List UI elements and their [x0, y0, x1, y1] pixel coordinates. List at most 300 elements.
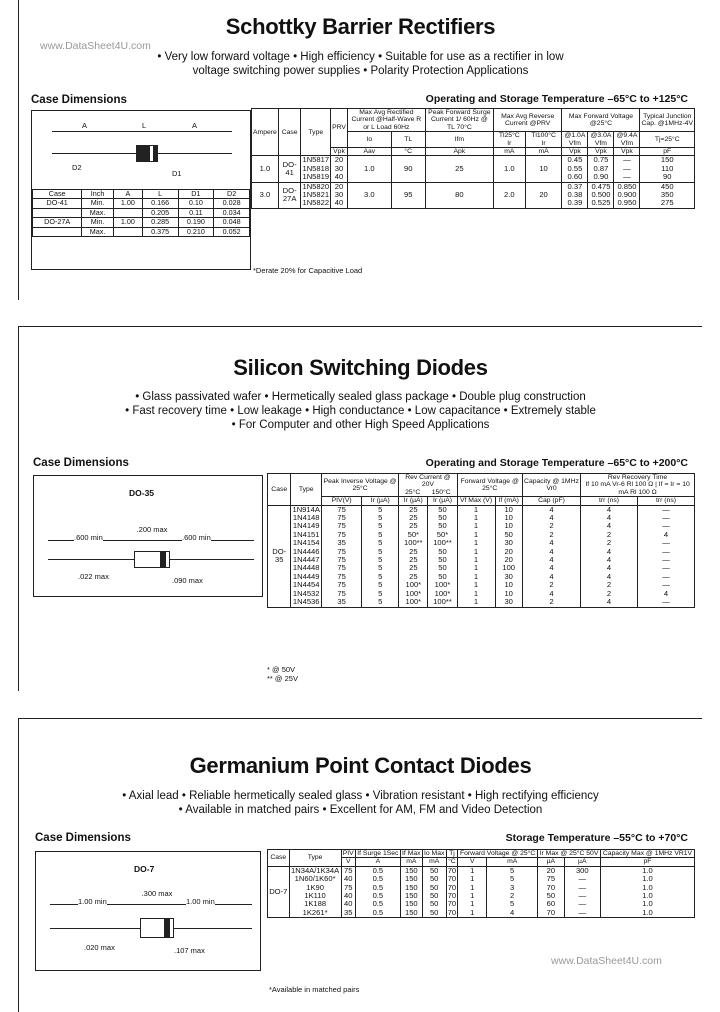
c-vf2 — [588, 132, 614, 148]
list-item: 4 — [549, 588, 554, 598]
schottky-features-1: • Very low forward voltage • High efficiency • Suitable for use as a rectifier in low — [157, 51, 564, 63]
list-item: 5 — [510, 865, 515, 875]
list-item: 5 — [378, 571, 383, 581]
list-item: 0.850 — [617, 181, 637, 191]
dim-cell: Max. — [82, 227, 114, 236]
list-item: 75 — [337, 513, 346, 523]
silicon-dim-bdia: .090 max — [172, 576, 203, 585]
list-item: 1N4536 — [292, 597, 320, 607]
list-item: 1.0 — [642, 907, 653, 917]
list-item: 100* — [405, 588, 422, 598]
list-item: 0.900 — [617, 190, 637, 200]
list-item: 4 — [663, 529, 669, 539]
list-item: 350 — [660, 190, 674, 200]
cell-ifsm: 80 — [425, 182, 493, 208]
list-item: 1 — [470, 865, 475, 875]
list-item: 1 — [473, 588, 479, 598]
list-item: 1N914A — [292, 504, 320, 514]
dim-cell: 0.375 — [142, 227, 178, 236]
silicon-panel — [18, 326, 702, 691]
list-item: 1N5818 — [302, 163, 330, 173]
silicon-lead-left — [48, 559, 134, 560]
list-item: 50 — [438, 571, 447, 581]
list-item: 10 — [504, 580, 513, 590]
silicon-package-label: DO-35 — [129, 488, 155, 498]
list-item: 0.37 — [567, 181, 583, 191]
u-io: Aav — [347, 148, 391, 156]
h-type: Type — [289, 850, 341, 867]
list-item: 1.0 — [642, 891, 653, 901]
h-io: Io Max — [423, 850, 445, 857]
list-item: 4 — [606, 504, 612, 514]
schottky-dimension-box — [31, 110, 251, 270]
dim-cell: 0.205 — [142, 208, 178, 217]
dim-cell: DO-27A — [33, 218, 82, 227]
list-item: 50 — [546, 891, 556, 901]
h-ifsm: Peak Forward Surge Current 1/ 60Hz @ TL 70°C — [425, 109, 493, 132]
list-item: 0.525 — [591, 198, 611, 208]
list-item: 50* — [407, 529, 420, 539]
cell-vf2 — [588, 156, 614, 182]
list-item: 1 — [470, 899, 475, 909]
list-item: — — [578, 891, 587, 901]
ge-cap — [600, 866, 694, 917]
dim-cell: 1.00 — [113, 199, 142, 208]
schottky-body — [252, 156, 695, 208]
list-item: 50 — [438, 563, 447, 573]
u-ir1: Ir (µA) — [399, 497, 428, 505]
schottky-spec-table — [251, 108, 695, 209]
silicon-dimension-box — [33, 475, 263, 597]
list-item: 75 — [337, 563, 346, 573]
c-ir2-cond: Tl100°C — [531, 132, 556, 140]
list-item: 3 — [510, 882, 515, 892]
dim-cell: 0.166 — [142, 199, 178, 208]
u-prv: Vpk — [331, 148, 348, 156]
list-item: 70 — [447, 907, 457, 917]
cell-io: 3.0 — [347, 182, 391, 208]
germanium-header-row — [268, 850, 695, 858]
h-piv: PIV — [342, 850, 354, 857]
cell-vf2 — [588, 182, 614, 208]
list-item: 75 — [337, 521, 346, 531]
list-item: 70 — [447, 874, 457, 884]
u-vf: V — [458, 858, 487, 866]
h-type: Type — [301, 109, 331, 156]
list-item: 20 — [334, 181, 344, 191]
si-ir1 — [399, 505, 428, 607]
schottky-features-2: voltage switching power supplies • Polarity Protection Applications — [192, 65, 529, 77]
h-case: Case — [268, 850, 290, 867]
u-tl: °C — [391, 148, 425, 156]
u-trr2: trr (ns) — [638, 497, 695, 505]
ge-case: DO-7 — [268, 866, 290, 917]
dim-cell: 0.285 — [142, 218, 178, 227]
list-item: 150 — [660, 155, 674, 165]
list-item: 30 — [504, 538, 513, 548]
list-item: 0.5 — [372, 882, 384, 892]
list-item: 4 — [549, 555, 554, 565]
germanium-title: Germanium Point Contact Diodes — [189, 753, 532, 778]
list-item: 100** — [433, 597, 452, 607]
list-item: 1K261* — [302, 907, 328, 917]
list-item: 1N4447 — [292, 555, 320, 565]
list-item: 4 — [606, 597, 612, 607]
list-item: 1N5822 — [302, 198, 330, 208]
list-item: 5 — [378, 597, 383, 607]
silicon-lead-right — [170, 559, 254, 560]
list-item: 1 — [473, 513, 479, 523]
list-item: — — [578, 907, 587, 917]
list-item: — — [623, 163, 631, 173]
c-vf3-cond: @9.4A — [616, 132, 638, 140]
schottky-dim-a-left: A — [82, 121, 88, 130]
si-if — [495, 505, 522, 607]
h-ir2: 150°C — [431, 488, 451, 496]
list-item: 50 — [438, 504, 447, 514]
list-item: 5 — [378, 513, 383, 523]
h-ir: Ir Max @ 25°C 50V — [538, 850, 601, 858]
u-ir1: mA — [493, 148, 525, 156]
list-item: 5 — [378, 555, 383, 565]
h-vf: Forward Voltage @ 25°C — [458, 850, 538, 858]
cell-tl: 90 — [391, 156, 425, 182]
list-item: 50 — [429, 907, 439, 917]
silicon-note-2: ** @ 25V — [267, 674, 298, 683]
germanium-temperature-label: Storage Temperature –55°C to +70°C — [505, 832, 688, 844]
s-vf3: Vfm — [620, 139, 634, 147]
list-item: 25 — [409, 504, 418, 514]
list-item: 50 — [429, 874, 439, 884]
cell-types — [301, 182, 331, 208]
cell-tl: 95 — [391, 182, 425, 208]
u-vf2: Vpk — [588, 148, 614, 156]
germanium-dim-lead2: 1.00 min — [186, 897, 215, 906]
germanium-lead-right — [174, 928, 252, 929]
list-item: 20 — [504, 555, 513, 565]
ge-ifm — [400, 866, 422, 917]
silicon-spec-table — [267, 473, 695, 608]
s-io: Io — [347, 132, 391, 148]
germanium-data-row — [268, 866, 695, 917]
table-row — [33, 199, 250, 208]
u-ir: µA — [538, 858, 565, 866]
cell-ir1: 2.0 — [493, 182, 525, 208]
list-item: — — [623, 155, 631, 165]
h-trr: Rev Recovery Time If 10 mA Vr-6 Rl 100 Ω | If = Ir = 10 mA Rl 100 Ω — [581, 474, 695, 497]
list-item: 1N4154 — [292, 538, 320, 548]
ge-piv — [341, 866, 355, 917]
h-trr1: If 10 mA Vr-6 Rl 100 Ω — [585, 481, 654, 489]
list-item: 1.0 — [642, 865, 653, 875]
cell-vf3 — [614, 156, 640, 182]
list-item: 0.475 — [591, 181, 611, 191]
schottky-dim-a-right: A — [192, 121, 198, 130]
list-item: 100* — [405, 597, 422, 607]
list-item: — — [662, 563, 670, 573]
ge-vf — [458, 866, 487, 917]
list-item: 100* — [405, 580, 422, 590]
list-item: 1 — [473, 597, 479, 607]
list-item: 0.60 — [567, 172, 583, 182]
schottky-lead-left — [52, 153, 136, 154]
list-item: 150 — [404, 891, 418, 901]
list-item: 10 — [504, 521, 513, 531]
si-piv — [321, 505, 361, 607]
germanium-diode-band — [164, 918, 170, 938]
list-item: 1K188 — [304, 899, 327, 909]
list-item: — — [578, 874, 587, 884]
list-item: 20 — [504, 546, 513, 556]
list-item: 2 — [549, 597, 554, 607]
list-item: 1 — [473, 555, 479, 565]
list-item: 4 — [606, 571, 612, 581]
list-item: 1N4532 — [292, 588, 320, 598]
list-item: 25 — [409, 521, 418, 531]
h-trr-text: Rev Recovery Time — [607, 474, 668, 481]
list-item: 4 — [606, 521, 612, 531]
list-item: 20 — [546, 865, 556, 875]
silicon-features-3: • For Computer and other High Speed Applications — [231, 419, 490, 431]
list-item: 1 — [473, 580, 479, 590]
list-item: 75 — [337, 546, 346, 556]
u-cap: pF — [600, 858, 694, 866]
list-item: — — [662, 580, 670, 590]
schottky-dimension-table — [32, 189, 250, 237]
list-item: 1 — [470, 874, 475, 884]
list-item: 1 — [470, 907, 475, 917]
h-ir1: 25°C — [405, 488, 421, 496]
list-item: 5 — [378, 538, 383, 548]
list-item: 4 — [549, 571, 554, 581]
list-item: 0.500 — [591, 190, 611, 200]
c-ir2 — [525, 132, 562, 148]
list-item: 275 — [660, 198, 674, 208]
u-ifsm: Apk — [425, 148, 493, 156]
ge-vfi — [487, 866, 538, 917]
list-item: 75 — [344, 865, 353, 875]
list-item: 1 — [473, 529, 479, 539]
list-item: 40 — [344, 874, 353, 884]
si-types — [291, 505, 321, 607]
list-item: 1N4449 — [292, 571, 320, 581]
list-item: 4 — [606, 555, 612, 565]
u-cap: Cap (pF) — [522, 497, 580, 505]
list-item: 70 — [447, 882, 457, 892]
silicon-dim-lead1: .600 min — [74, 533, 103, 542]
dim-h-d2: D2 — [214, 190, 250, 199]
schottky-panel — [18, 0, 702, 300]
list-item: 1N34A/1K34A — [291, 865, 340, 875]
ge-ir — [538, 866, 565, 917]
list-item: 30 — [504, 597, 513, 607]
s-tl: TL — [391, 132, 425, 148]
si-trr2 — [638, 505, 695, 607]
dim-cell: Min. — [82, 199, 114, 208]
list-item: 1 — [470, 882, 475, 892]
dim-h-case: Case — [33, 190, 82, 199]
list-item: 2 — [510, 891, 515, 901]
silicon-features-1: • Glass passivated wafer • Hermetically sealed glass package • Double plug construction — [135, 391, 586, 403]
list-item: 1N4148 — [292, 513, 320, 523]
dim-cell — [33, 227, 82, 236]
dim-cell: Min. — [82, 218, 114, 227]
cell-case: DO-27A — [278, 182, 301, 208]
list-item: 0.950 — [617, 198, 637, 208]
list-item: 1.0 — [642, 899, 653, 909]
si-ir25 — [362, 505, 399, 607]
list-item: 5 — [378, 546, 383, 556]
silicon-dim-lead2: .600 min — [182, 533, 211, 542]
list-item: 70 — [447, 891, 457, 901]
h-ir-text: Rev Current @ 20V — [405, 474, 451, 489]
germanium-note: *Available in matched pairs — [269, 985, 360, 994]
list-item: 1 — [473, 538, 479, 548]
list-item: — — [662, 546, 670, 556]
list-item: 2 — [549, 529, 554, 539]
list-item: 75 — [337, 555, 346, 565]
h-piv: Peak Inverse Voltage @ 25°C — [321, 474, 398, 497]
list-item: 50 — [504, 529, 513, 539]
u-tj: °C — [446, 858, 458, 866]
cell-vf1 — [562, 156, 588, 182]
list-item: 0.38 — [567, 190, 583, 200]
list-item: 30 — [334, 163, 344, 173]
list-item: 2 — [606, 538, 612, 548]
list-item: 4 — [549, 504, 554, 514]
list-item: 35 — [337, 597, 346, 607]
dim-h-inch: Inch — [82, 190, 114, 199]
watermark-top: www.DataSheet4U.com — [40, 40, 151, 52]
germanium-dim-dia: .020 max — [84, 943, 115, 952]
cell-ampere: 3.0 — [252, 182, 279, 208]
c-vf3 — [614, 132, 640, 148]
list-item: 30 — [334, 190, 344, 200]
list-item: 150 — [404, 882, 418, 892]
list-item: 4 — [510, 907, 515, 917]
list-item: 1N5819 — [302, 172, 330, 182]
list-item: 4 — [549, 546, 554, 556]
u-ir2: mA — [525, 148, 562, 156]
list-item: — — [662, 555, 670, 565]
list-item: 10 — [504, 588, 513, 598]
u-ir2: Ir (µA) — [428, 497, 457, 505]
dim-h-d1: D1 — [178, 190, 214, 199]
h-ir — [399, 474, 457, 497]
table-row — [33, 218, 250, 227]
dim-cell: 0.11 — [178, 208, 214, 217]
ge-irb — [564, 866, 600, 917]
germanium-spec-table — [267, 849, 695, 918]
cell-io: 1.0 — [347, 156, 391, 182]
list-item: 50 — [438, 513, 447, 523]
u-ir: Ir (µA) — [362, 497, 399, 505]
list-item: 2 — [606, 580, 612, 590]
dim-cell: 1.00 — [113, 218, 142, 227]
list-item: 5 — [378, 580, 383, 590]
list-item: 1 — [473, 563, 479, 573]
dim-cell: 0.052 — [214, 227, 250, 236]
s-ir2: Ir — [541, 139, 546, 147]
ge-tj — [446, 866, 458, 917]
germanium-package-label: DO-7 — [134, 864, 155, 874]
u-vf: Vf Max (V) — [457, 497, 495, 505]
list-item: 1N4446 — [292, 546, 320, 556]
list-item: 75 — [337, 504, 346, 514]
h-ifm: If Max — [402, 850, 421, 857]
silicon-dim-dia: .022 max — [78, 572, 109, 581]
list-item: 450 — [660, 181, 674, 191]
list-item: 110 — [661, 163, 674, 173]
list-item: 4 — [549, 563, 554, 573]
list-item: — — [578, 899, 587, 909]
cell-types — [301, 156, 331, 182]
silicon-note-1: * @ 50V — [267, 665, 296, 674]
cell-cap — [640, 156, 695, 182]
list-item: 1 — [470, 891, 475, 901]
u-io: mA — [422, 858, 446, 866]
s-ifsm: Ifm — [425, 132, 493, 148]
germanium-dimension-box — [35, 851, 261, 971]
list-item: — — [578, 882, 587, 892]
list-item: — — [662, 521, 670, 531]
silicon-case-dimensions-label: Case Dimensions — [33, 457, 129, 469]
cell-ampere: 1.0 — [252, 156, 279, 182]
u-if: If (mA) — [495, 497, 522, 505]
list-item: — — [662, 538, 670, 548]
list-item: 4 — [663, 588, 669, 598]
list-item: 5 — [378, 529, 383, 539]
list-item: 100* — [434, 580, 451, 590]
list-item: 4 — [606, 546, 612, 556]
s-ir1: Ir — [507, 139, 512, 147]
list-item: 75 — [337, 571, 346, 581]
table-row — [33, 227, 250, 236]
list-item: 1 — [473, 571, 479, 581]
schottky-diode-body — [136, 145, 158, 162]
list-item: 25 — [409, 571, 418, 581]
h-prv: PRV — [331, 109, 348, 148]
c-vf2-cond: @3.0A — [590, 132, 612, 140]
c-cap: Tj=25°C — [640, 132, 695, 148]
schottky-lead-right — [158, 153, 232, 154]
list-item: 40 — [334, 198, 344, 208]
list-item: 0.39 — [567, 198, 583, 208]
germanium-dim-body: .300 max — [141, 889, 173, 898]
list-item: 90 — [663, 172, 672, 182]
h-cap: Capacity @ 1MHz Vr0 — [522, 474, 580, 497]
list-item: 50 — [438, 546, 447, 556]
list-item: 2 — [606, 588, 612, 598]
list-item: 1N60/1K60* — [294, 874, 336, 884]
h-case: Case — [278, 109, 301, 156]
list-item: 1N4448 — [292, 563, 320, 573]
h-surge: If Surge 1Sec — [357, 850, 399, 857]
list-item: 1N4454 — [292, 580, 320, 590]
silicon-temperature-label: Operating and Storage Temperature –65°C to +200°C — [425, 457, 688, 469]
dim-cell: Max. — [82, 208, 114, 217]
list-item: 5 — [378, 521, 383, 531]
list-item: 25 — [409, 546, 418, 556]
list-item: 50 — [429, 899, 439, 909]
list-item: 300 — [575, 865, 589, 875]
h-cap: Capacity Max @ 1MHz VR1V — [600, 850, 694, 858]
schottky-case-dimensions-label: Case Dimensions — [31, 94, 127, 106]
list-item: 50 — [438, 555, 447, 565]
schottky-dim-l: L — [142, 121, 147, 130]
list-item: 5 — [378, 588, 383, 598]
list-item: 4 — [606, 513, 612, 523]
